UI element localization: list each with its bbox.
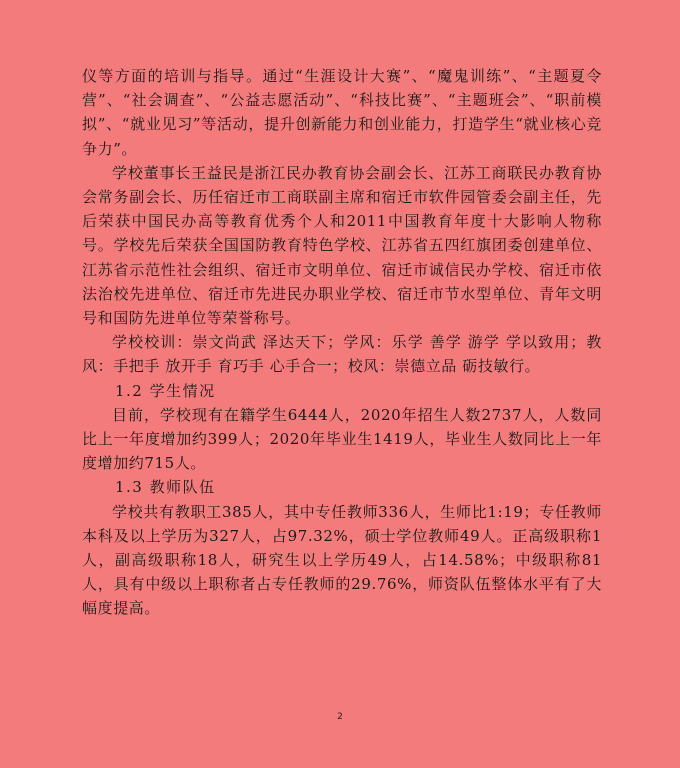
paragraph-chairman-honors: 学校董事长王益民是浙江民办教育协会副会长、江苏工商联民办教育协会常务副会长、历任宿迁市工商联副主席和宿迁市软件园管委会副主任，先后荣获中国民办高等教育优秀个人和2011中国教育年度十大影响人物称号。学校先后荣获全国国防教育特色学校、江苏省五四红旗团委创建单位、江苏省示范性社会组织、宿迁市文明单位、宿迁市诚信民办学校、宿迁市依法治校先进单位、宿迁市先进民办职业学校、宿迁市节水型单位、青年文明号和国防先进单位等荣誉称号。 <box>82 163 602 328</box>
section-heading-students: 1.2 学生情况 <box>115 381 216 400</box>
paragraph-student-stats: 目前，学校现有在籍学生6444人，2020年招生人数2737人，人数同比上一年度增加约399人；2020年毕业生1419人，毕业生人数同比上一年度增加约715人。 <box>82 405 602 473</box>
section-heading-teachers: 1.3 教师队伍 <box>115 478 216 497</box>
paragraph-school-motto: 学校校训：崇文尚武 泽达天下；学风：乐学 善学 游学 学以致用；教风：手把手 放开手 育巧手 心手合一；校风：崇德立品 砺技敏行。 <box>82 333 602 376</box>
page-number: 2 <box>337 712 343 722</box>
paragraph-teacher-stats: 学校共有教职工385人，其中专任教师336人，生师比1:19；专任教师本科及以上学历为327人，占97.32%，硕士学位教师49人。正高级职称1人，副高级职称18人，研究生以上学历49人，占14.58%；中级职称81人，具有中级以上职称者占专任教师的29.76%，师资队伍整体水平有了大幅度提高。 <box>82 502 602 618</box>
paragraph-training-activities: 仪等方面的培训与指导。通过“生涯设计大赛”、“魔鬼训练”、“主题夏令营”、“社会调查”、“公益志愿活动”、“科技比赛”、“主题班会”、“职前模拟”、“就业见习”等活动，提升创新能力和创业能力，打造学生“就业核心竞争力”。 <box>82 67 602 158</box>
